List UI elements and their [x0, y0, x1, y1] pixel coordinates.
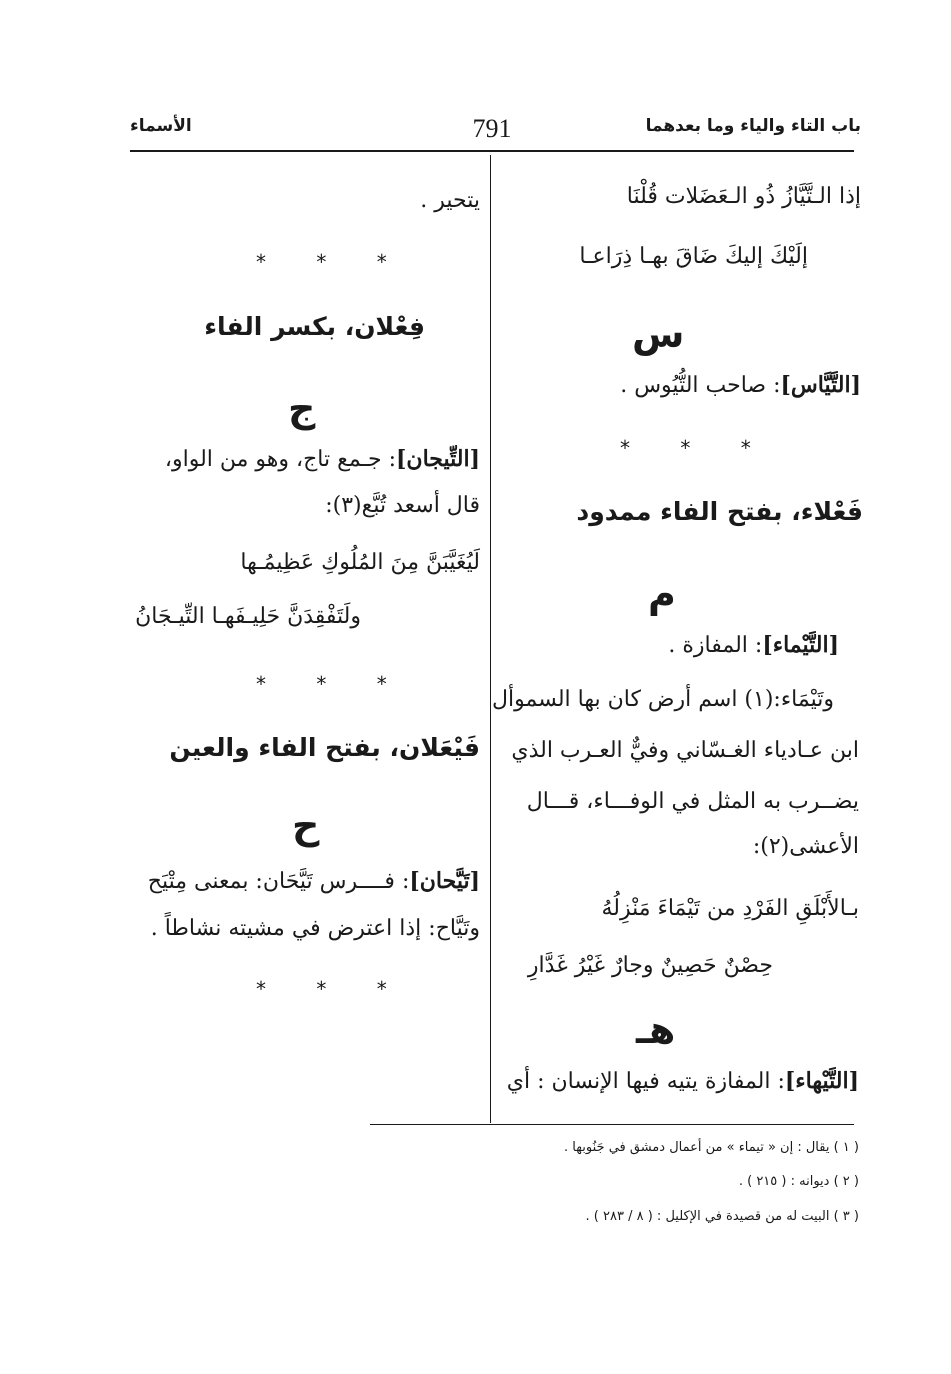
letter-heading: م — [648, 572, 676, 616]
column-divider — [490, 155, 491, 1123]
entry-tayyas — [620, 372, 861, 398]
section-divider-stars: * * * — [256, 250, 409, 274]
section-heading: فِعْلان، بكسر الفاء — [204, 312, 425, 341]
verse-line: إذا الـتَّيَّازُ ذُو الـعَضَلات قُلْنَا — [626, 184, 861, 209]
definition: : المفازة . — [668, 633, 763, 658]
letter-heading: ح — [292, 803, 320, 847]
section-divider-stars: * * * — [256, 672, 409, 696]
verse-line: لَيُغَيَّبَنَّ مِنَ المُلُوكِ عَظِيمُـها — [240, 550, 480, 575]
header-rule — [130, 150, 854, 152]
body-line: قال أسعد تُبَّع(٣): — [325, 493, 480, 518]
headword: [التَّيْماء] — [762, 632, 839, 658]
entry-tayhan — [148, 868, 480, 894]
definition: : جـمع تاج، وهو من الواو، — [164, 447, 397, 472]
section-heading: فَيْعَلان، بفتح الفاء والعين — [169, 733, 480, 762]
body-line: يتحير . — [420, 188, 480, 213]
body-line: وتَيْمَاء:(١) اسم أرض كان بها السموأل — [492, 687, 834, 712]
headword: [التَّيَّاس] — [780, 372, 861, 398]
headword: [التَّيْهاء] — [784, 1068, 859, 1094]
page-number: 791 — [472, 114, 512, 143]
footnote: ( ٢ ) ديوانه : ( ٢١٥ ) . — [738, 1174, 859, 1189]
running-head-left: الأسماء — [130, 116, 192, 136]
entry-tayma — [668, 632, 839, 658]
running-head-right: باب التاء والياء وما بعدهما — [645, 116, 861, 136]
footnote-rule — [370, 1124, 854, 1125]
letter-heading: ج — [288, 386, 316, 430]
body-line: وتَيَّاح: إذا اعترض في مشيته نشاطاً . — [150, 916, 480, 941]
verse-line: بـالأَبْلَقِ الفَرْدِ من تَيْمَاءَ مَنْزِلُهُ — [601, 896, 859, 921]
headword: [تَيَّحان] — [409, 868, 480, 894]
definition: : فــــرس تَيَّحَان: بمعنى مِتْيَح — [147, 869, 410, 894]
verse-line: ولَتَفْقِدَنَّ حَلِيـفَهـا التِّيـجَانُ — [135, 604, 361, 629]
letter-heading: س — [632, 312, 685, 356]
entry-tijan — [165, 446, 480, 472]
verse-line: حِصْنٌ حَصِينٌ وجارٌ غَيْرُ غَدَّارِ — [527, 953, 773, 978]
definition: : صاحب التُّيُوس . — [620, 373, 781, 398]
footnote: ( ١ ) يقال : إن « تيماء » من أعمال دمشق في جَنُوبها . — [564, 1140, 859, 1155]
verse-line: إلَيْكَ إليكَ ضَاقَ بهـا ذِرَاعـا — [579, 244, 808, 269]
section-heading: فَعْلاء، بفتح الفاء ممدود — [576, 497, 863, 526]
section-divider-stars: * * * — [256, 977, 409, 1001]
definition: : المفازة يتيه فيها الإنسان : أي — [506, 1069, 785, 1094]
entry-tayha — [507, 1068, 859, 1094]
footnote: ( ٣ ) البيت له من قصيدة في الإكليل : ( ٨ / ٢٨٣ ) . — [585, 1209, 859, 1224]
body-line: يضــرب به المثل في الوفـــاء، قـــال — [526, 789, 859, 814]
body-line: الأعشى(٢): — [752, 834, 859, 859]
headword: [التِّيجان] — [396, 446, 480, 472]
section-divider-stars: * * * — [620, 436, 773, 460]
body-line: ابن عـادياء الغـسّاني وفيٌّ العـرب الذي — [511, 738, 859, 763]
letter-heading: هـ — [636, 1008, 676, 1052]
